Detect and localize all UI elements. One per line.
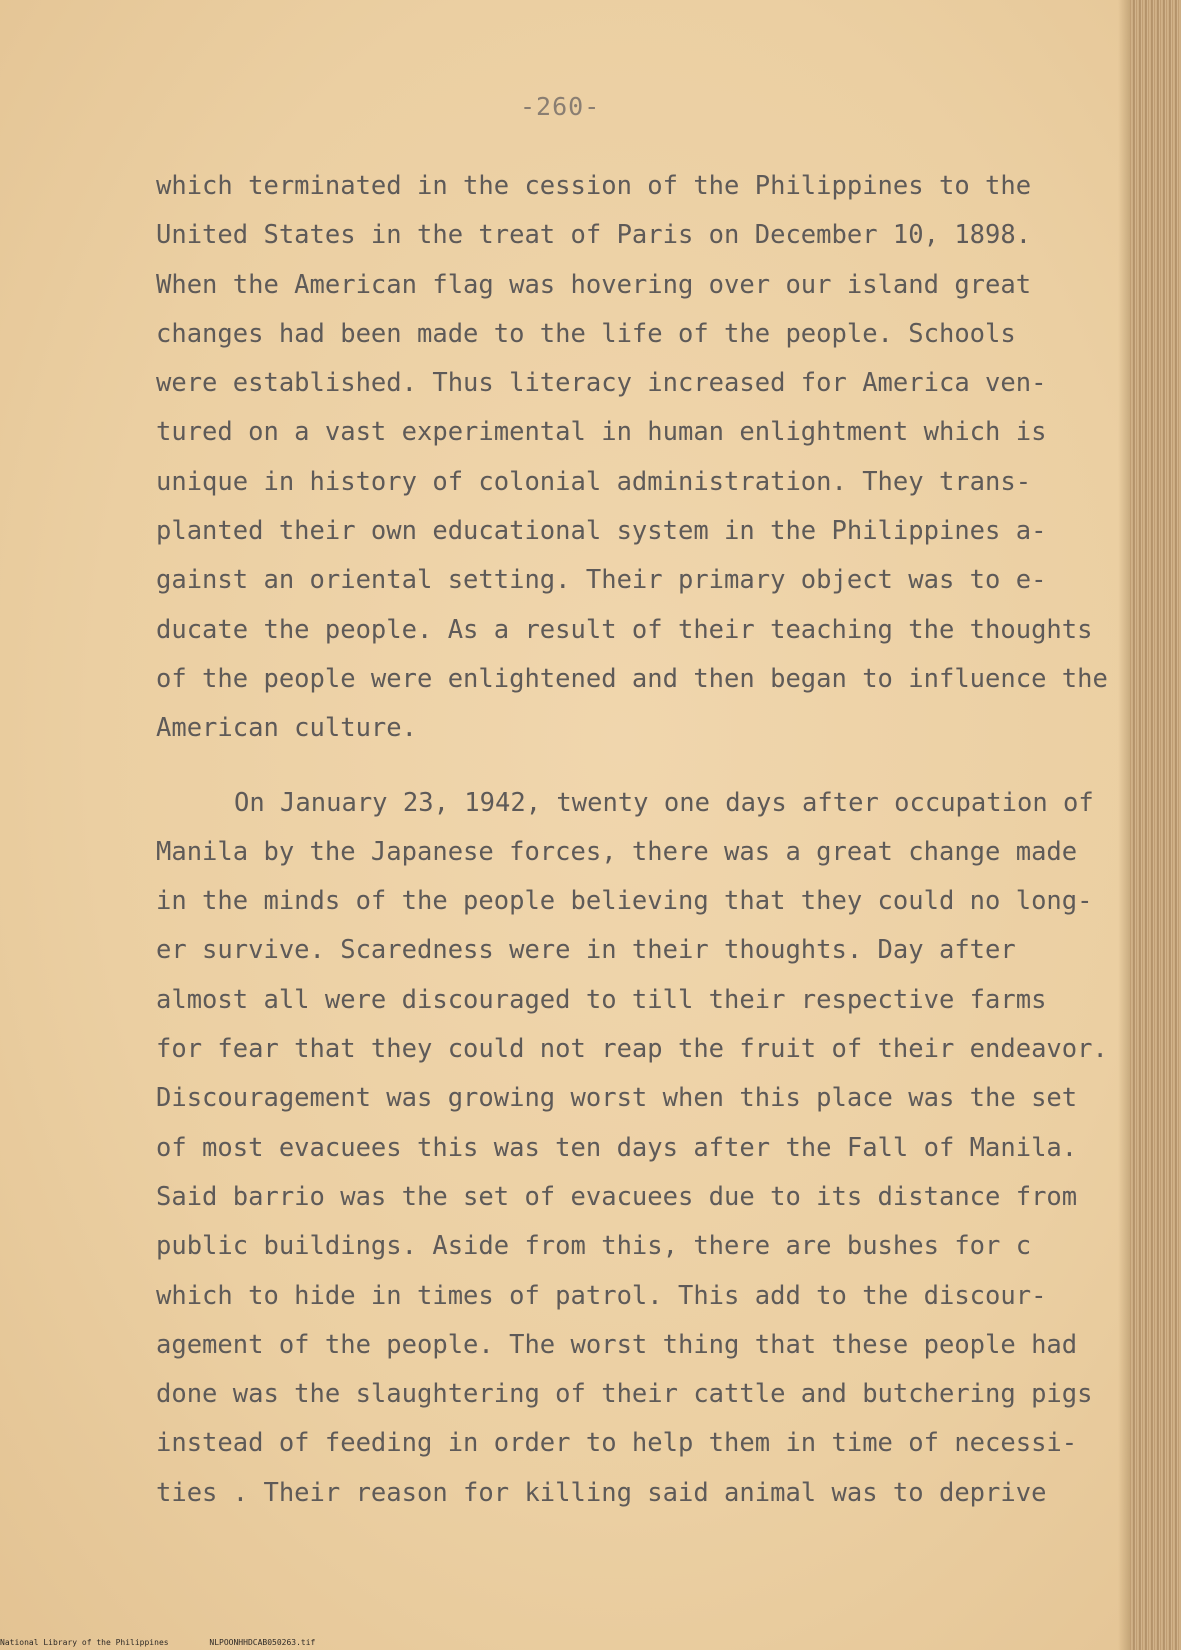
text-line: Manila by the Japanese forces, there was a great change made <box>156 836 1078 867</box>
text-line: When the American flag was hovering over our island great <box>156 269 1032 300</box>
text-line: United States in the treat of Paris on December 10, 1898. <box>156 220 1032 251</box>
text-line: which to hide in times of patrol. This add to the discour- <box>156 1280 1047 1311</box>
text-line: done was the slaughtering of their cattle and butchering pigs <box>156 1379 1093 1410</box>
text-line: changes had been made to the life of the people. Schools <box>156 318 1016 349</box>
text-line: er survive. Scaredness were in their thoughts. Day after <box>156 935 1016 966</box>
text-line: for fear that they could not reap the fruit of their endeavor. <box>156 1034 1108 1065</box>
paragraph-gap <box>156 754 1116 779</box>
text-line: On January 23, 1942, twenty one days after occupation of <box>234 787 1094 818</box>
text-line: Discouragement was growing worst when this place was the set <box>156 1083 1078 1114</box>
text-line: of most evacuees this was ten days after the Fall of Manila. <box>156 1132 1078 1163</box>
paragraph-2 <box>156 779 1116 1518</box>
text-line: gainst an oriental setting. Their primary object was to e- <box>156 565 1047 596</box>
footer-file-id: NLPOONHHDCAB050263.tif <box>209 1638 316 1647</box>
text-line: tured on a vast experimental in human enlightment which is <box>156 417 1047 448</box>
text-line: American culture. <box>156 713 417 744</box>
typewritten-text <box>156 162 1116 1518</box>
scan-footer <box>0 1638 351 1647</box>
text-line: almost all were discouraged to till their respective farms <box>156 984 1047 1015</box>
text-line: planted their own educational system in the Philippines a- <box>156 516 1047 547</box>
text-line: agement of the people. The worst thing that these people had <box>156 1329 1078 1360</box>
text-line: ties . Their reason for killing said animal was to deprive <box>156 1477 1047 1508</box>
text-line: unique in history of colonial administration. They trans- <box>156 466 1032 497</box>
book-binding-edge <box>1130 0 1181 1650</box>
paragraph-1 <box>156 162 1116 754</box>
text-line: ducate the people. As a result of their teaching the thoughts <box>156 614 1093 645</box>
text-line: of the people were enlightened and then began to influence the <box>156 663 1108 694</box>
text-line: Said barrio was the set of evacuees due to its distance from <box>156 1181 1078 1212</box>
page-number: -260- <box>520 92 601 121</box>
text-line: were established. Thus literacy increased for America ven- <box>156 368 1047 399</box>
text-line: in the minds of the people believing that they could no long- <box>156 886 1093 917</box>
text-line: instead of feeding in order to help them in time of necessi- <box>156 1428 1078 1459</box>
text-line: which terminated in the cession of the Philippines to the <box>156 171 1032 201</box>
footer-institution: National Library of the Philippines <box>0 1638 169 1647</box>
text-line: public buildings. Aside from this, there are bushes for c <box>156 1231 1032 1262</box>
